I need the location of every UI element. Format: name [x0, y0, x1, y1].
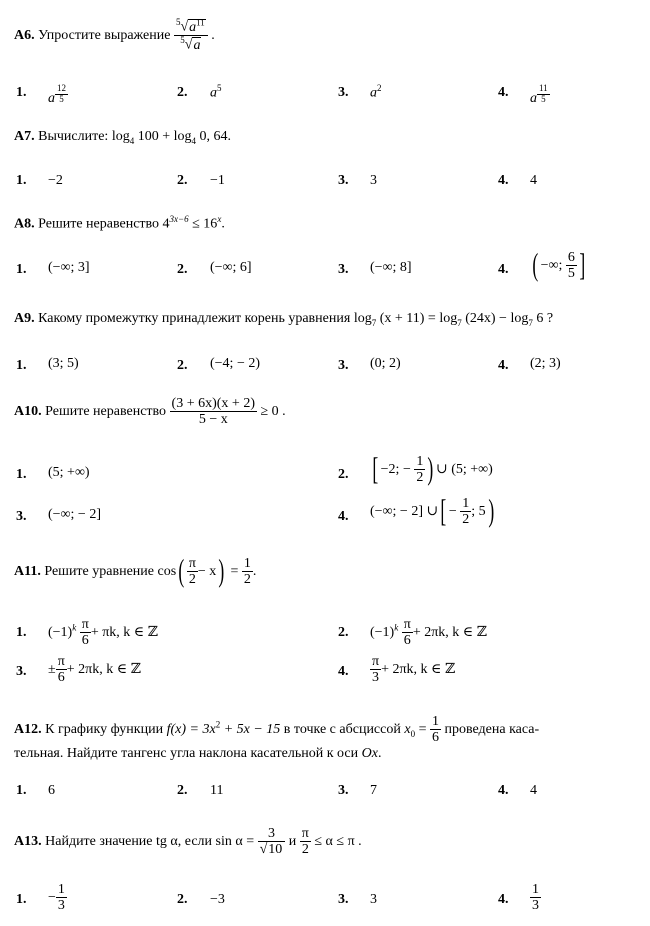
- option-number: 1.: [16, 783, 27, 798]
- option-a9-4: (2; 3): [530, 356, 561, 371]
- option-a7-4: 4: [530, 173, 537, 188]
- question-text: Вычислите:: [38, 129, 109, 144]
- option-a12-2: 11: [210, 783, 224, 798]
- question-a12-line2: тельная. Найдите тангенс угла наклона касательной к оси Ox.: [14, 746, 382, 761]
- option-number: 4.: [498, 85, 509, 100]
- option-number: 2.: [177, 173, 188, 188]
- question-text: К графику функции: [45, 722, 164, 738]
- question-a8: А8. Решите неравенство $4^{3x-6} \le 16^x$.: [14, 214, 225, 232]
- option-a11-2: $(-1)^k$ $\frac{\pi}{6}$ + 2πk, k ∈ ℤ: [370, 617, 487, 649]
- option-a8-2: (−∞; 6]: [210, 260, 252, 275]
- question-label: А13.: [14, 834, 42, 850]
- option-a11-3: ± $\frac{\pi}{6}$ + 2πk, k ∈ ℤ: [48, 654, 141, 686]
- inequality-fraction: $\frac{(3 + 6x)(x + 2)}{5 - x}$: [171, 396, 255, 428]
- question-a6: А6. Упростите выражение $\frac{^5√a^{11}}{^5√a}$ .: [14, 17, 215, 53]
- option-number: 1.: [16, 262, 27, 277]
- option-number: 1.: [16, 467, 27, 482]
- option-number: 1.: [16, 625, 27, 640]
- option-a13-3: 3: [370, 892, 377, 907]
- option-a9-1: (3; 5): [48, 356, 79, 371]
- option-a10-1: (5; +∞): [48, 465, 90, 480]
- question-label: А10.: [14, 404, 42, 420]
- option-number: 1.: [16, 85, 27, 100]
- option-a13-2: −3: [210, 892, 225, 907]
- option-number: 4.: [338, 509, 349, 524]
- question-text: Решите уравнение: [44, 564, 154, 580]
- option-number: 1.: [16, 892, 27, 907]
- option-number: 3.: [338, 783, 349, 798]
- option-number: 3.: [16, 664, 27, 679]
- option-number: 1.: [16, 173, 27, 188]
- expression-fraction: $\frac{^5√a^{11}}{^5√a}$: [174, 18, 208, 53]
- option-a6-2: $a^5$: [210, 83, 222, 101]
- option-a11-1: $(-1)^k$ $\frac{\pi}{6}$ + πk, k ∈ ℤ: [48, 617, 158, 649]
- question-label: А12.: [14, 722, 42, 738]
- question-label: А6.: [14, 27, 35, 43]
- option-a13-1: − $\frac{1}{3}$: [48, 882, 65, 914]
- option-number: 3.: [338, 358, 349, 373]
- option-number: 1.: [16, 358, 27, 373]
- option-number: 3.: [338, 173, 349, 188]
- option-a10-2: [ −2; − $\frac{1}{2}$ ) ∪ (5; +∞): [372, 450, 493, 487]
- option-a12-4: 4: [530, 783, 537, 798]
- option-a11-4: $\frac{\pi}{3}$ + 2πk, k ∈ ℤ: [372, 654, 456, 686]
- question-a12: А12. К графику функции $f(x) = 3x^2 + 5x - 15$ в точке с абсциссой $x_0$ = $\frac{1}{6}$ проведена каса-: [14, 714, 540, 746]
- option-a8-3: (−∞; 8]: [370, 260, 412, 275]
- question-text: Какому промежутку принадлежит корень уравнения: [38, 311, 351, 326]
- option-number: 4.: [498, 262, 509, 277]
- option-a9-2: (−4; − 2): [210, 356, 261, 371]
- question-text: Решите неравенство: [38, 216, 160, 232]
- option-a7-2: −1: [210, 173, 225, 188]
- question-a9: А9. Какому промежутку принадлежит корень уравнения $\log_7 (x + 11) = \log_7 (24x) - \log_7 6$ ?: [14, 311, 554, 328]
- option-number: 3.: [16, 509, 27, 524]
- option-number: 4.: [498, 783, 509, 798]
- option-number: 3.: [338, 262, 349, 277]
- option-number: 2.: [177, 783, 188, 798]
- option-a8-1: (−∞; 3]: [48, 260, 90, 275]
- question-label: А9.: [14, 311, 35, 326]
- question-label: А8.: [14, 216, 35, 232]
- option-number: 2.: [338, 467, 349, 482]
- question-a7: А7. Вычислите: $\log_4 100 + \log_4 0$, 64.: [14, 129, 232, 146]
- question-text: Упростите выражение: [38, 27, 171, 43]
- question-text: Решите неравенство: [45, 404, 167, 420]
- option-number: 3.: [338, 85, 349, 100]
- question-a10: А10. Решите неравенство $\frac{(3 + 6x)(x + 2)}{5 - x}$ ≥ 0 .: [14, 396, 286, 428]
- option-number: 4.: [498, 173, 509, 188]
- option-a9-3: (0; 2): [370, 356, 401, 371]
- option-number: 4.: [338, 664, 349, 679]
- option-a6-4: a $^{\frac{11}{5}}$: [530, 83, 548, 107]
- option-a12-1: 6: [48, 783, 55, 798]
- option-number: 4.: [498, 358, 509, 373]
- question-label: А11.: [14, 564, 41, 580]
- option-number: 4.: [498, 892, 509, 907]
- option-a7-1: −2: [48, 173, 63, 188]
- option-a7-3: 3: [370, 173, 377, 188]
- option-number: 2.: [177, 892, 188, 907]
- option-number: 2.: [177, 85, 188, 100]
- option-number: 2.: [177, 358, 188, 373]
- option-a6-1: a $^{\frac{12}{5}}$: [48, 83, 66, 107]
- option-a8-4: ( −∞; $\frac{6}{5}$ ]: [532, 246, 586, 283]
- question-label: А7.: [14, 129, 35, 144]
- option-a10-4: (−∞; − 2] ∪[ − $\frac{1}{2}$ ; 5): [370, 492, 494, 529]
- question-a11: А11. Решите уравнение cos( $\frac{\pi}{2}$ − x) = $\frac{1}{2}$ .: [14, 552, 257, 589]
- question-a13: А13. Найдите значение tg α, если sin α = $\frac{3}{√10}$ и $\frac{\pi}{2}$ ≤ α ≤ π .: [14, 826, 362, 858]
- option-number: 2.: [177, 262, 188, 277]
- question-text: Найдите значение: [45, 834, 153, 850]
- option-number: 2.: [338, 625, 349, 640]
- option-a13-4: $\frac{1}{3}$: [532, 882, 539, 914]
- option-a6-3: $a^2$: [370, 83, 382, 101]
- option-a12-3: 7: [370, 783, 377, 798]
- option-a10-3: (−∞; − 2]: [48, 507, 101, 522]
- option-number: 3.: [338, 892, 349, 907]
